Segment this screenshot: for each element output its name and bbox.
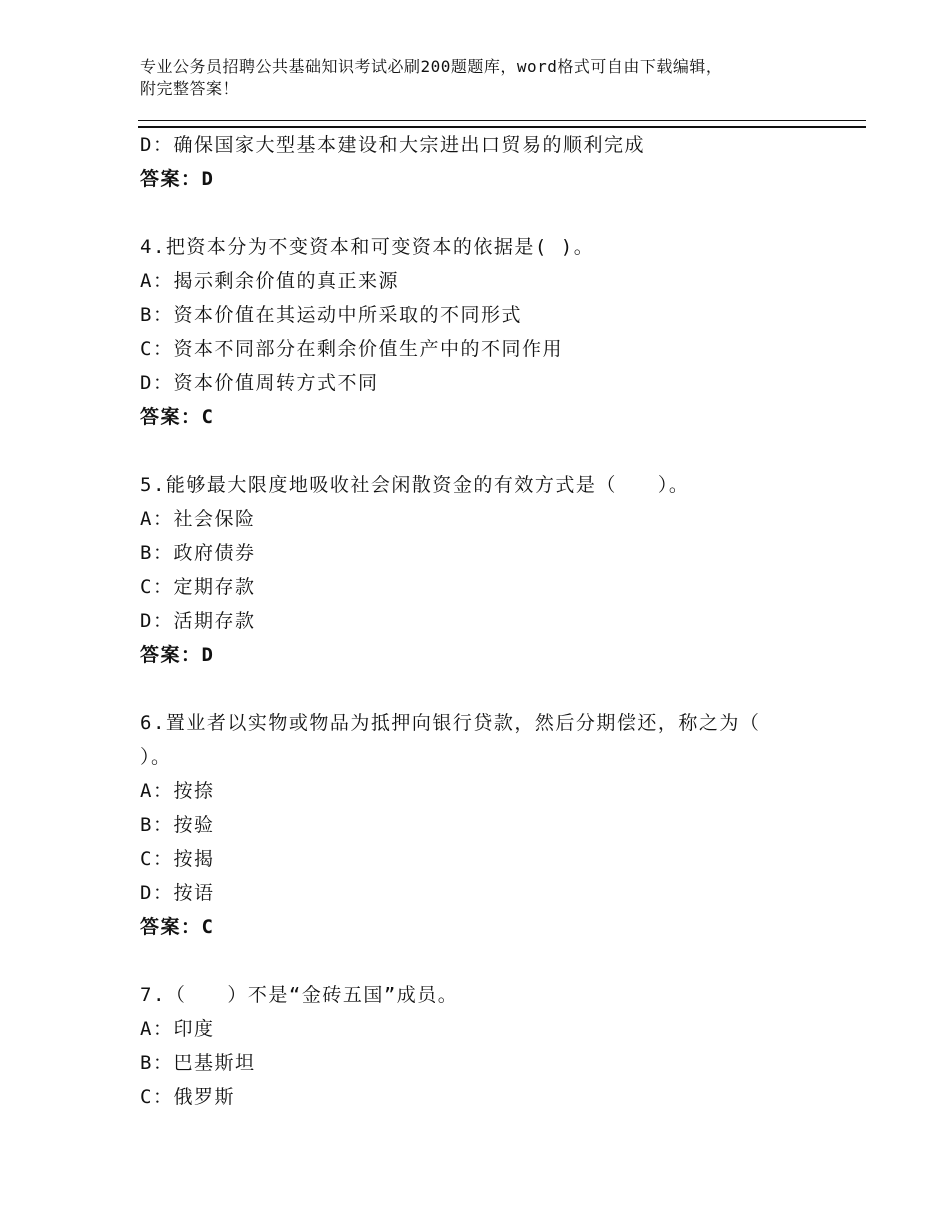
header-line-1: 专业公务员招聘公共基础知识考试必刷200题题库，word格式可自由下载编辑， xyxy=(140,57,723,76)
option-c: C：资本不同部分在剩余价值生产中的不同作用 xyxy=(140,338,563,360)
option-b: B：巴基斯坦 xyxy=(140,1052,256,1074)
option-a: A：揭示剩余价值的真正来源 xyxy=(140,270,399,292)
header-line-2: 附完整答案！ xyxy=(140,79,240,98)
header-divider xyxy=(138,120,866,128)
option-a: A：按捺 xyxy=(140,780,215,802)
question-list xyxy=(140,128,860,1114)
question-stem: 6.置业者以实物或物品为抵押向银行贷款，然后分期偿还，称之为（ xyxy=(140,712,761,734)
question-4 xyxy=(140,230,860,434)
question-6 xyxy=(140,706,860,944)
answer: 答案：C xyxy=(140,916,215,938)
question-stem: 7.（ ）不是“金砖五国”成员。 xyxy=(140,984,459,1006)
question-5 xyxy=(140,468,860,672)
option-d: D：活期存款 xyxy=(140,610,256,632)
question-3-tail xyxy=(140,128,860,196)
option-b: B：按验 xyxy=(140,814,215,836)
option-c: C：定期存款 xyxy=(140,576,256,598)
question-stem: 5.能够最大限度地吸收社会闲散资金的有效方式是（ ）。 xyxy=(140,474,690,496)
document-header xyxy=(140,56,840,100)
spacer xyxy=(140,672,860,706)
spacer xyxy=(140,944,860,978)
spacer xyxy=(140,434,860,468)
option-b: B：政府债券 xyxy=(140,542,256,564)
answer: 答案：D xyxy=(140,168,215,190)
option-c: C：按揭 xyxy=(140,848,215,870)
option-c: C：俄罗斯 xyxy=(140,1086,235,1108)
option-d: D：确保国家大型基本建设和大宗进出口贸易的顺利完成 xyxy=(140,134,645,156)
question-stem: 4.把资本分为不变资本和可变资本的依据是( )。 xyxy=(140,236,595,258)
option-a: A：印度 xyxy=(140,1018,215,1040)
answer: 答案：D xyxy=(140,644,215,666)
answer: 答案：C xyxy=(140,406,215,428)
question-7 xyxy=(140,978,860,1114)
option-d: D：资本价值周转方式不同 xyxy=(140,372,379,394)
spacer xyxy=(140,196,860,230)
question-stem-continued: ）。 xyxy=(140,746,172,768)
option-b: B：资本价值在其运动中所采取的不同形式 xyxy=(140,304,522,326)
option-a: A：社会保险 xyxy=(140,508,256,530)
option-d: D：按语 xyxy=(140,882,215,904)
